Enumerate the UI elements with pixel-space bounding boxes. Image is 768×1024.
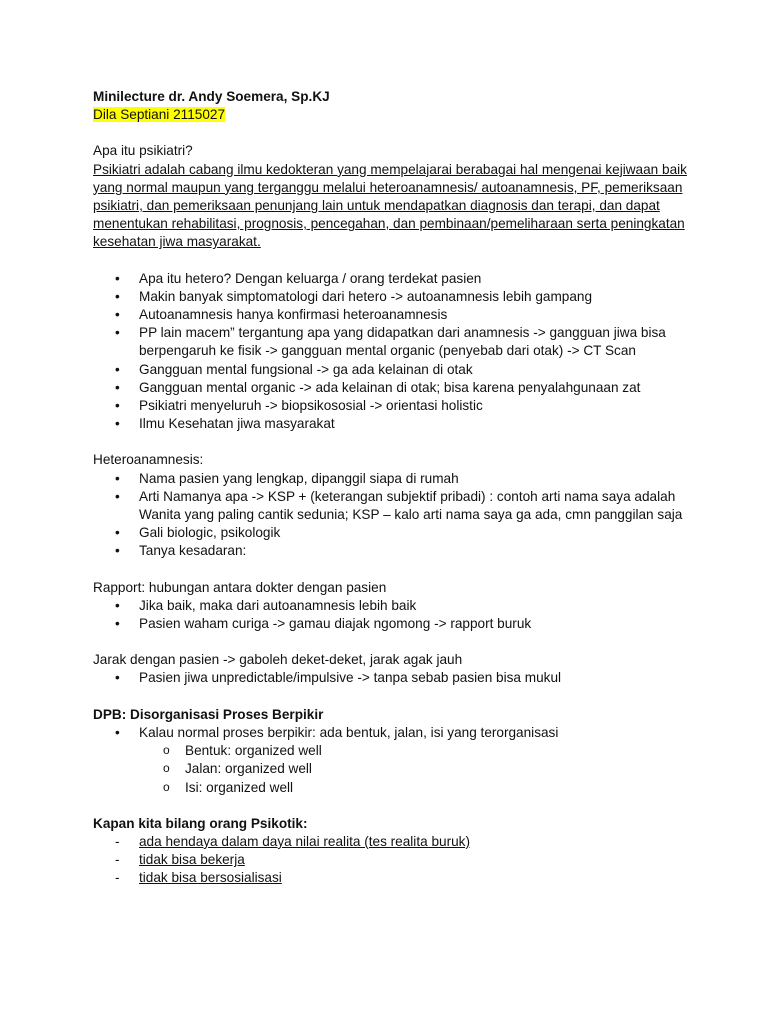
list-item: • Makin banyak simptomatologi dari hetero -> autoanamnesis lebih gampang bbox=[93, 288, 688, 306]
list-item bbox=[93, 869, 688, 887]
list-item-text: tidak bisa bersosialisasi bbox=[139, 870, 282, 886]
list-item: • Ilmu Kesehatan jiwa masyarakat bbox=[93, 415, 688, 433]
list-item: • Kalau normal proses berpikir: ada bentuk, jalan, isi yang terorganisasi bbox=[93, 724, 688, 742]
sub-list-item: o Bentuk: organized well bbox=[93, 742, 688, 760]
list-item: • Apa itu hetero? Dengan keluarga / orang terdekat pasien bbox=[93, 270, 688, 288]
rapport-heading: Rapport: hubungan antara dokter dengan pasien bbox=[93, 579, 387, 595]
sub-list-item: o Isi: organized well bbox=[93, 779, 688, 797]
dpb-list bbox=[93, 724, 688, 742]
list-item: • PP lain macem” tergantung apa yang didapatkan dari anamnesis -> gangguan jiwa bisa berpengaruh ke fisik -> gangguan mental organic (penyebab dari otak) -> CT Scan bbox=[93, 324, 688, 360]
list-item-text: ada hendaya dalam daya nilai realita (tes realita buruk) bbox=[139, 833, 470, 849]
rapport-list bbox=[93, 597, 688, 633]
list-item: • Autoanamnesis hanya konfirmasi heteroanamnesis bbox=[93, 306, 688, 324]
list-item: • Nama pasien yang lengkap, dipanggil siapa di rumah bbox=[93, 470, 688, 488]
dpb-heading: DPB: Disorganisasi Proses Berpikir bbox=[93, 706, 324, 722]
hetero-heading: Heteroanamnesis: bbox=[93, 452, 204, 468]
dpb-sublist bbox=[93, 742, 688, 797]
document-title: Minilecture dr. Andy Soemera, Sp.KJ bbox=[93, 89, 330, 104]
intro-definition: Psikiatri adalah cabang ilmu kedokteran yang mempelajarai berabagai hal mengenai kejiwaan baik yang normal maupun yang terganggu melalui heteroanamnesis/ autoanamnesis, PF, pemeriksaan psikiatri, dan pemeriksaan penunjang lain untuk mendapatkan diagnosis dan terapi, dan dapat menentukan rehabilitasi, prognosis, pencegahan, dan pembinaan/pemeliharaan serta peningkatan kesehatan jiwa masyarakat. bbox=[93, 161, 687, 250]
list-item: • Psikiatri menyeluruh -> biopsikososial -> orientasi holistic bbox=[93, 397, 688, 415]
list-item: • Gangguan mental fungsional -> ga ada kelainan di otak bbox=[93, 361, 688, 379]
list-item: • Jika baik, maka dari autoanamnesis lebih baik bbox=[93, 597, 688, 615]
list-item: • Gali biologic, psikologik bbox=[93, 524, 688, 542]
list-item bbox=[93, 851, 688, 869]
intro-heading: Apa itu psikiatri? bbox=[93, 143, 193, 159]
bullet-list-1 bbox=[93, 270, 688, 434]
jarak-list bbox=[93, 669, 688, 687]
list-item: • Pasien jiwa unpredictable/impulsive -> tanpa sebab pasien bisa mukul bbox=[93, 669, 688, 687]
author-line bbox=[93, 106, 688, 124]
list-item: • Arti Namanya apa -> KSP + (keterangan subjektif pribadi) : contoh arti nama saya adalah Wanita yang paling cantik sedunia; KSP – kalo arti nama saya ga ada, cmn panggilan saja bbox=[93, 488, 688, 524]
psikotik-heading: Kapan kita bilang orang Psikotik: bbox=[93, 815, 308, 831]
list-item: • Gangguan mental organic -> ada kelainan di otak; bisa karena penyalahgunaan zat bbox=[93, 379, 688, 397]
psikotik-list bbox=[93, 833, 688, 888]
jarak-heading: Jarak dengan pasien -> gaboleh deket-deket, jarak agak jauh bbox=[93, 652, 463, 668]
list-item-text: tidak bisa bekerja bbox=[139, 852, 245, 868]
list-item bbox=[93, 833, 688, 851]
sub-list-item: o Jalan: organized well bbox=[93, 760, 688, 778]
hetero-list bbox=[93, 470, 688, 561]
list-item: • Tanya kesadaran: bbox=[93, 542, 688, 560]
list-item: • Pasien waham curiga -> gamau diajak ngomong -> rapport buruk bbox=[93, 615, 688, 633]
author-highlight: Dila Septiani 2115027 bbox=[93, 107, 226, 123]
